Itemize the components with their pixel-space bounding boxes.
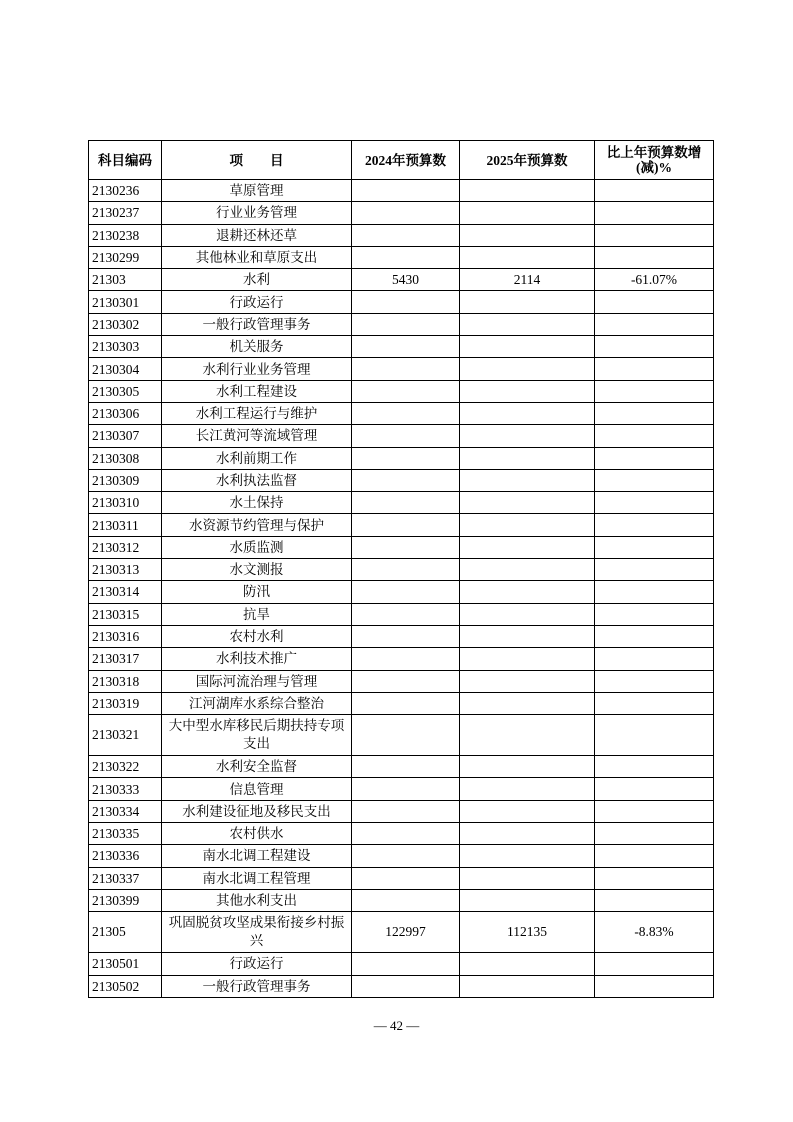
cell-code: 2130304 xyxy=(89,358,162,380)
cell-budget-2025 xyxy=(460,845,595,867)
cell-change xyxy=(595,867,714,889)
cell-change xyxy=(595,425,714,447)
table-row xyxy=(89,603,714,625)
cell-budget-2024 xyxy=(352,536,460,558)
cell-change xyxy=(595,246,714,268)
cell-change xyxy=(595,469,714,491)
cell-budget-2024 xyxy=(352,670,460,692)
cell-budget-2024 xyxy=(352,358,460,380)
cell-code: 2130334 xyxy=(89,800,162,822)
table-row xyxy=(89,953,714,975)
table-row xyxy=(89,648,714,670)
cell-code: 2130307 xyxy=(89,425,162,447)
header-change: 比上年预算数增(减)% xyxy=(595,141,714,180)
cell-change xyxy=(595,800,714,822)
cell-budget-2025 xyxy=(460,715,595,756)
cell-item: 水土保持 xyxy=(162,492,352,514)
cell-budget-2025 xyxy=(460,603,595,625)
table-row xyxy=(89,313,714,335)
cell-budget-2025 xyxy=(460,447,595,469)
table-row xyxy=(89,823,714,845)
table-body xyxy=(89,180,714,998)
header-budget-2025: 2025年预算数 xyxy=(460,141,595,180)
cell-budget-2025: 2114 xyxy=(460,269,595,291)
cell-code: 2130336 xyxy=(89,845,162,867)
cell-budget-2024 xyxy=(352,953,460,975)
cell-item: 水利安全监督 xyxy=(162,756,352,778)
cell-code: 2130333 xyxy=(89,778,162,800)
cell-change xyxy=(595,447,714,469)
cell-item: 南水北调工程建设 xyxy=(162,845,352,867)
cell-change xyxy=(595,336,714,358)
cell-budget-2025 xyxy=(460,670,595,692)
cell-budget-2024 xyxy=(352,246,460,268)
cell-budget-2024 xyxy=(352,625,460,647)
cell-code: 21303 xyxy=(89,269,162,291)
table-row xyxy=(89,715,714,756)
cell-item: 水利工程建设 xyxy=(162,380,352,402)
cell-code: 2130310 xyxy=(89,492,162,514)
cell-budget-2024 xyxy=(352,492,460,514)
cell-item: 水文测报 xyxy=(162,559,352,581)
cell-item: 行政运行 xyxy=(162,291,352,313)
cell-change xyxy=(595,492,714,514)
cell-budget-2025 xyxy=(460,778,595,800)
cell-change xyxy=(595,358,714,380)
table-row xyxy=(89,800,714,822)
table-row xyxy=(89,358,714,380)
table-row xyxy=(89,380,714,402)
cell-code: 2130315 xyxy=(89,603,162,625)
cell-item: 农村水利 xyxy=(162,625,352,647)
table-row xyxy=(89,447,714,469)
cell-budget-2024 xyxy=(352,336,460,358)
cell-code: 2130318 xyxy=(89,670,162,692)
cell-budget-2024 xyxy=(352,559,460,581)
table-row xyxy=(89,975,714,997)
cell-code: 2130306 xyxy=(89,402,162,424)
cell-change: -8.83% xyxy=(595,912,714,953)
cell-budget-2025 xyxy=(460,648,595,670)
cell-code: 2130502 xyxy=(89,975,162,997)
cell-budget-2025 xyxy=(460,402,595,424)
cell-item: 水利技术推广 xyxy=(162,648,352,670)
cell-budget-2025 xyxy=(460,889,595,911)
table-row xyxy=(89,180,714,202)
cell-budget-2024 xyxy=(352,581,460,603)
cell-budget-2025 xyxy=(460,246,595,268)
cell-change xyxy=(595,313,714,335)
table-row xyxy=(89,514,714,536)
cell-code: 2130236 xyxy=(89,180,162,202)
cell-change xyxy=(595,823,714,845)
cell-item: 信息管理 xyxy=(162,778,352,800)
cell-budget-2024 xyxy=(352,202,460,224)
page-number: — 42 — xyxy=(373,1018,420,1033)
cell-code: 2130501 xyxy=(89,953,162,975)
cell-item: 水利前期工作 xyxy=(162,447,352,469)
cell-budget-2024 xyxy=(352,975,460,997)
cell-budget-2024: 5430 xyxy=(352,269,460,291)
cell-item: 退耕还林还草 xyxy=(162,224,352,246)
cell-code: 2130238 xyxy=(89,224,162,246)
cell-budget-2025 xyxy=(460,823,595,845)
cell-budget-2025 xyxy=(460,975,595,997)
cell-code: 2130337 xyxy=(89,867,162,889)
cell-code: 2130311 xyxy=(89,514,162,536)
cell-budget-2024 xyxy=(352,692,460,714)
cell-change xyxy=(595,559,714,581)
cell-change xyxy=(595,514,714,536)
cell-item: 行业业务管理 xyxy=(162,202,352,224)
cell-budget-2024 xyxy=(352,715,460,756)
cell-budget-2025 xyxy=(460,514,595,536)
cell-budget-2024 xyxy=(352,469,460,491)
cell-item: 一般行政管理事务 xyxy=(162,975,352,997)
cell-item: 防汛 xyxy=(162,581,352,603)
cell-change xyxy=(595,581,714,603)
cell-code: 2130301 xyxy=(89,291,162,313)
table-row xyxy=(89,536,714,558)
cell-code: 2130305 xyxy=(89,380,162,402)
table-row xyxy=(89,845,714,867)
cell-code: 2130237 xyxy=(89,202,162,224)
table-row xyxy=(89,756,714,778)
table-row xyxy=(89,425,714,447)
cell-budget-2024 xyxy=(352,224,460,246)
table-row xyxy=(89,778,714,800)
cell-budget-2025 xyxy=(460,756,595,778)
cell-item: 抗旱 xyxy=(162,603,352,625)
cell-budget-2024 xyxy=(352,514,460,536)
cell-budget-2025 xyxy=(460,224,595,246)
table-row xyxy=(89,625,714,647)
table-row xyxy=(89,469,714,491)
cell-budget-2025 xyxy=(460,625,595,647)
header-code: 科目编码 xyxy=(89,141,162,180)
cell-budget-2025 xyxy=(460,867,595,889)
cell-budget-2024 xyxy=(352,867,460,889)
cell-budget-2025 xyxy=(460,953,595,975)
cell-item: 草原管理 xyxy=(162,180,352,202)
budget-table xyxy=(88,140,714,998)
cell-change xyxy=(595,692,714,714)
cell-budget-2025: 112135 xyxy=(460,912,595,953)
cell-item: 水利行业业务管理 xyxy=(162,358,352,380)
cell-code: 2130299 xyxy=(89,246,162,268)
cell-item: 大中型水库移民后期扶持专项支出 xyxy=(162,715,352,756)
cell-item: 水利工程运行与维护 xyxy=(162,402,352,424)
cell-budget-2024 xyxy=(352,800,460,822)
table-row xyxy=(89,202,714,224)
table-row xyxy=(89,670,714,692)
table-row xyxy=(89,692,714,714)
cell-code: 2130316 xyxy=(89,625,162,647)
cell-code: 2130335 xyxy=(89,823,162,845)
cell-code: 2130317 xyxy=(89,648,162,670)
cell-code: 2130399 xyxy=(89,889,162,911)
cell-change xyxy=(595,380,714,402)
cell-item: 南水北调工程管理 xyxy=(162,867,352,889)
cell-code: 2130303 xyxy=(89,336,162,358)
cell-budget-2025 xyxy=(460,559,595,581)
cell-budget-2024 xyxy=(352,313,460,335)
cell-budget-2024 xyxy=(352,425,460,447)
cell-change xyxy=(595,845,714,867)
cell-budget-2024 xyxy=(352,823,460,845)
cell-budget-2025 xyxy=(460,358,595,380)
cell-item: 其他林业和草原支出 xyxy=(162,246,352,268)
header-budget-2024: 2024年预算数 xyxy=(352,141,460,180)
cell-item: 农村供水 xyxy=(162,823,352,845)
cell-budget-2025 xyxy=(460,536,595,558)
cell-budget-2025 xyxy=(460,380,595,402)
cell-item: 长江黄河等流域管理 xyxy=(162,425,352,447)
cell-budget-2024: 122997 xyxy=(352,912,460,953)
cell-change xyxy=(595,975,714,997)
cell-code: 2130308 xyxy=(89,447,162,469)
cell-code: 21305 xyxy=(89,912,162,953)
header-item: 项 目 xyxy=(162,141,352,180)
cell-budget-2024 xyxy=(352,380,460,402)
cell-code: 2130314 xyxy=(89,581,162,603)
cell-budget-2025 xyxy=(460,469,595,491)
cell-change xyxy=(595,402,714,424)
cell-item: 江河湖库水系综合整治 xyxy=(162,692,352,714)
cell-item: 机关服务 xyxy=(162,336,352,358)
cell-code: 2130302 xyxy=(89,313,162,335)
cell-change xyxy=(595,536,714,558)
cell-budget-2025 xyxy=(460,336,595,358)
cell-budget-2024 xyxy=(352,756,460,778)
cell-code: 2130321 xyxy=(89,715,162,756)
cell-change xyxy=(595,889,714,911)
table-row xyxy=(89,246,714,268)
cell-item: 一般行政管理事务 xyxy=(162,313,352,335)
cell-change xyxy=(595,648,714,670)
cell-code: 2130322 xyxy=(89,756,162,778)
cell-code: 2130309 xyxy=(89,469,162,491)
table-row xyxy=(89,269,714,291)
cell-item: 水利建设征地及移民支出 xyxy=(162,800,352,822)
cell-item: 国际河流治理与管理 xyxy=(162,670,352,692)
cell-budget-2024 xyxy=(352,291,460,313)
cell-budget-2024 xyxy=(352,603,460,625)
cell-budget-2024 xyxy=(352,845,460,867)
cell-budget-2024 xyxy=(352,778,460,800)
cell-item: 其他水利支出 xyxy=(162,889,352,911)
cell-change xyxy=(595,778,714,800)
cell-item: 水利执法监督 xyxy=(162,469,352,491)
cell-budget-2025 xyxy=(460,202,595,224)
cell-budget-2024 xyxy=(352,402,460,424)
table-row xyxy=(89,867,714,889)
cell-budget-2025 xyxy=(460,313,595,335)
cell-item: 水资源节约管理与保护 xyxy=(162,514,352,536)
cell-budget-2025 xyxy=(460,581,595,603)
cell-budget-2025 xyxy=(460,425,595,447)
cell-change xyxy=(595,715,714,756)
cell-budget-2024 xyxy=(352,180,460,202)
cell-change xyxy=(595,756,714,778)
cell-change: -61.07% xyxy=(595,269,714,291)
cell-item: 巩固脱贫攻坚成果衔接乡村振兴 xyxy=(162,912,352,953)
table-row xyxy=(89,559,714,581)
table-row xyxy=(89,291,714,313)
cell-change xyxy=(595,603,714,625)
cell-budget-2025 xyxy=(460,291,595,313)
cell-change xyxy=(595,202,714,224)
cell-change xyxy=(595,953,714,975)
cell-change xyxy=(595,180,714,202)
cell-item: 行政运行 xyxy=(162,953,352,975)
cell-budget-2025 xyxy=(460,180,595,202)
cell-code: 2130313 xyxy=(89,559,162,581)
cell-budget-2025 xyxy=(460,692,595,714)
cell-code: 2130312 xyxy=(89,536,162,558)
cell-code: 2130319 xyxy=(89,692,162,714)
cell-budget-2025 xyxy=(460,800,595,822)
table-row xyxy=(89,581,714,603)
cell-change xyxy=(595,625,714,647)
cell-budget-2024 xyxy=(352,889,460,911)
cell-change xyxy=(595,670,714,692)
cell-item: 水利 xyxy=(162,269,352,291)
cell-budget-2024 xyxy=(352,648,460,670)
cell-change xyxy=(595,224,714,246)
cell-change xyxy=(595,291,714,313)
table-row xyxy=(89,402,714,424)
table-row xyxy=(89,889,714,911)
table-row xyxy=(89,224,714,246)
cell-budget-2025 xyxy=(460,492,595,514)
table-row xyxy=(89,336,714,358)
cell-item: 水质监测 xyxy=(162,536,352,558)
table-header-row xyxy=(89,141,714,180)
cell-budget-2024 xyxy=(352,447,460,469)
table-row xyxy=(89,492,714,514)
table-row xyxy=(89,912,714,953)
